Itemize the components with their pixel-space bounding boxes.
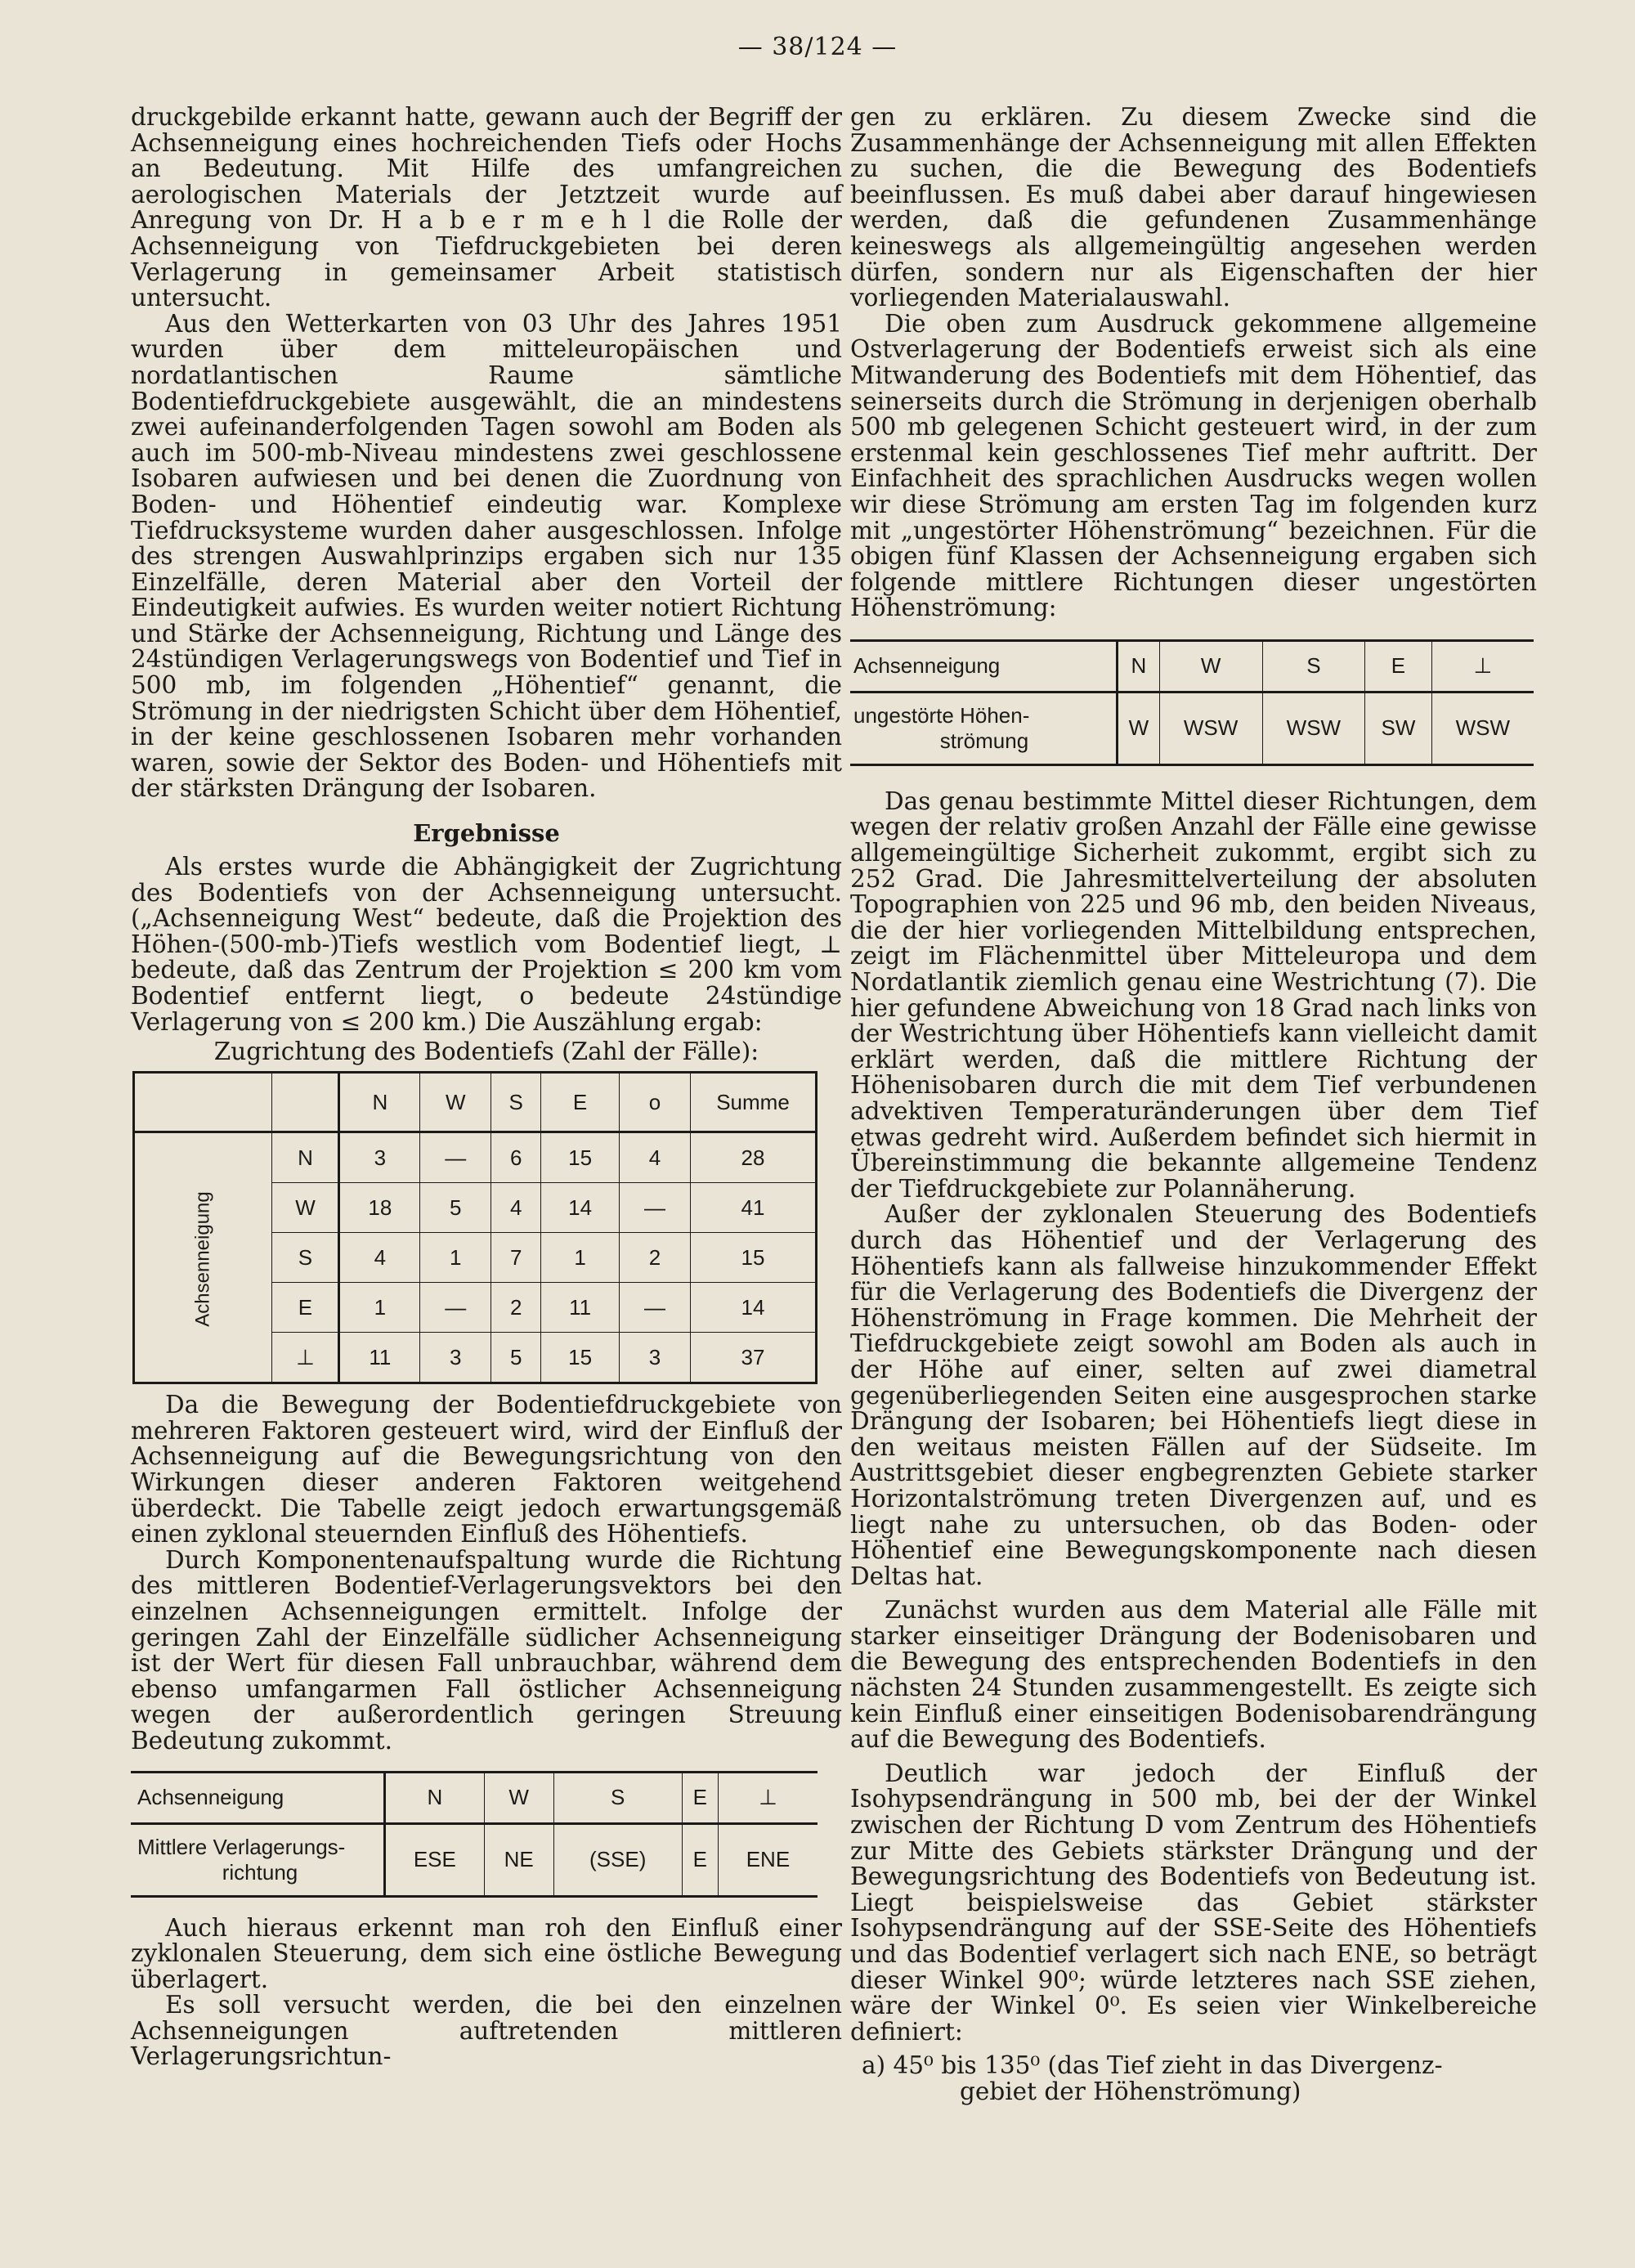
column-header: ⊥ xyxy=(1431,640,1534,692)
table-row xyxy=(850,692,1534,764)
table-cell: 15 xyxy=(541,1132,620,1183)
paragraph: gen zu erklären. Zu diesem Zwecke sind die Zusammenhänge der Achsenneigung mit allen Effekten zu suchen, die die Bewegung des Bodentiefs beeinflussen. Es muß dabei aber darauf hingewiesen werden, daß die gefundenen Zusammenhänge keineswegs als allgemeingültig angesehen werden dürfen, sondern nur als Eigenschaften der hier vorliegenden Materialauswahl. xyxy=(850,103,1537,312)
paragraph: Aus den Wetterkarten von 03 Uhr des Jahres 1951 wurden über dem mitteleuropäischen und nordatlantischen Raume sämtliche Bodentiefdruckgebiete ausgewählt, die an mindestens zwei aufeinanderfolgenden Tagen sowohl am Boden als auch im 500-mb-Niveau mindestens zwei geschlossene Isobaren aufwiesen und bei denen die Zuordnung von Boden- und Höhentief eindeutig war. Komplexe Tiefdrucksysteme wurden daher ausgeschlossen. Infolge des strengen Auswahlprinzips ergaben sich nur 135 Einzelfälle, deren Material aber den Vorteil der Eindeutigkeit aufwies. Es wurden weiter notiert Richtung und Stärke der Achsenneigung, Richtung und Länge des 24stündigen Verlagerungswegs von Bodentief und Tief in 500 mb, im folgenden „Höhentief“ genannt, die Strömung in der niedrigsten Schicht über dem Höhentief, in der keine geschlossenen Isobaren mehr vorhanden waren, sowie der Sektor des Boden- und Höhentiefs mit der stärksten Drängung der Isobaren. xyxy=(131,309,842,803)
column-header: o xyxy=(619,1073,690,1132)
column-header: ⊥ xyxy=(718,1772,818,1823)
paragraph: Da die Bewegung der Bodentiefdruckgebiete von mehreren Faktoren gesteuert wird, wird der Einfluß der Achsenneigung auf die Bewegungsrichtung von den Wirkungen dieser anderen Faktoren weitgehend überdeckt. Die Tabelle zeigt jedoch erwartungsgemäß einen zyklonal steuernden Einfluß des Höhentiefs. xyxy=(131,1391,842,1549)
section-heading: Ergebnisse xyxy=(413,819,560,848)
table-cell: — xyxy=(619,1283,690,1333)
row-header: S xyxy=(272,1233,339,1283)
table-cell: 11 xyxy=(541,1283,620,1333)
column-header: E xyxy=(1365,640,1431,692)
table-cell: 14 xyxy=(541,1183,620,1233)
table-header-row xyxy=(850,640,1534,692)
verlagerungsrichtung-table xyxy=(131,1771,818,1898)
table-cell: 1 xyxy=(541,1233,620,1283)
row-header xyxy=(131,1823,385,1896)
table-cell: 37 xyxy=(691,1333,817,1383)
side-label: Achsenneigung xyxy=(191,1190,214,1327)
column-header: N xyxy=(1118,640,1160,692)
table-cell: 2 xyxy=(619,1233,690,1283)
list-item-line: a) 45⁰ bis 135⁰ (das Tief zieht in das Divergenz- xyxy=(862,2051,1443,2080)
row-header: N xyxy=(272,1132,339,1183)
table-row xyxy=(131,1823,818,1896)
right-column xyxy=(850,105,1537,2105)
column-header: Summe xyxy=(691,1073,817,1132)
table-cell: 4 xyxy=(339,1233,420,1283)
paragraph: druckgebilde erkannt hatte, gewann auch der Begriff der Achsenneigung eines hochreichenden Tiefs oder Hochs an Bedeutung. Mit Hilfe des umfangreichen aerologischen Materials der Jetztzeit wurde auf Anregung von Dr. H a b e r m e h l die Rolle der Achsenneigung von Tiefdruckgebieten bei deren Verlagerung in gemeinsamer Arbeit statistisch untersucht. xyxy=(131,103,842,312)
column-header: N xyxy=(339,1073,420,1132)
table-cell: 3 xyxy=(420,1333,491,1383)
paragraph: Auch hieraus erkennt man roh den Einfluß einer zyklonalen Steuerung, dem sich eine östliche Bewegung überlagert. xyxy=(131,1913,842,1993)
table-cell: — xyxy=(420,1283,491,1333)
row-header: Achsenneigung xyxy=(131,1772,385,1823)
column-header: N xyxy=(385,1772,485,1823)
table-row xyxy=(134,1132,817,1183)
row-header-line: Mittlere Verlagerungs- xyxy=(137,1834,346,1859)
column-header: W xyxy=(420,1073,491,1132)
column-header: S xyxy=(1262,640,1365,692)
table-cell: — xyxy=(420,1132,491,1183)
page-number: — 38/124 — xyxy=(737,33,898,61)
row-header: W xyxy=(272,1183,339,1233)
table-cell: 15 xyxy=(691,1233,817,1283)
column-header: S xyxy=(553,1772,682,1823)
column-header: E xyxy=(541,1073,620,1132)
table-cell: ENE xyxy=(718,1823,818,1896)
table-cell: 4 xyxy=(619,1132,690,1183)
table-cell: 4 xyxy=(491,1183,541,1233)
table-cell: 7 xyxy=(491,1233,541,1283)
table-cell: 6 xyxy=(491,1132,541,1183)
paragraph: Die oben zum Ausdruck gekommene allgemeine Ostverlagerung der Bodentiefs erweist sich als eine Mitwanderung des Bodentiefs mit dem Höhentief, das seinerseits durch die Strömung in derjenigen oberhalb 500 mb gelegenen Schicht gesteuert wird, in der zum erstenmal kein geschlossenes Tief mehr auftritt. Der Einfachheit des sprachlichen Ausdrucks wegen wollen wir diese Strömung am ersten Tag im folgenden kurz mit „ungestörter Höhenströmung“ bezeichnen. Für die obigen fünf Klassen der Achsenneigung ergaben sich folgende mittlere Richtungen dieser ungestörten Höhenströmung: xyxy=(850,309,1537,622)
row-header-line: strömung xyxy=(939,728,1029,753)
table-cell: 5 xyxy=(491,1333,541,1383)
table-cell: 18 xyxy=(339,1183,420,1233)
table-cell: WSW xyxy=(1159,692,1262,764)
table-cell: 28 xyxy=(691,1132,817,1183)
table-cell: 3 xyxy=(339,1132,420,1183)
column-header: W xyxy=(1159,640,1262,692)
row-header xyxy=(850,692,1118,764)
row-header-line: richtung xyxy=(222,1859,298,1885)
row-header: Achsenneigung xyxy=(850,640,1118,692)
table-cell: (SSE) xyxy=(553,1823,682,1896)
paragraph: Durch Komponentenaufspaltung wurde die Richtung des mittleren Bodentief-Verlagerungsvektors bei den einzelnen Achsenneigungen ermittelt. Infolge der geringen Zahl der Einzelfälle südlicher Achsenneigung ist der Wert für diesen Fall unbrauchbar, während dem ebenso umfangarmen Fall östlicher Achsenneigung wegen der außerordentlich geringen Streuung Bedeutung zukommt. xyxy=(131,1545,842,1755)
column-header: E xyxy=(682,1772,718,1823)
column-header: S xyxy=(491,1073,541,1132)
paragraph: Es soll versucht werden, die bei den einzelnen Achsenneigungen auftretenden mittleren Verlagerungsrichtun- xyxy=(131,1991,842,2071)
paragraph: Als erstes wurde die Abhängigkeit der Zugrichtung des Bodentiefs von der Achsenneigung untersucht. („Achsenneigung West“ bedeute, daß die Projektion des Höhen-(500-mb-)Tiefs westlich vom Bodentief liegt, ⊥ bedeute, daß das Zentrum der Projektion ≤ 200 km vom Bodentief entfernt liegt, o bedeute 24stündige Verlagerung von ≤ 200 km.) Die Auszählung ergab: xyxy=(131,853,842,1036)
table-cell: ESE xyxy=(385,1823,485,1896)
table-cell: E xyxy=(682,1823,718,1896)
table-caption: Zugrichtung des Bodentiefs (Zahl der Fälle): xyxy=(213,1038,759,1066)
table-cell: — xyxy=(619,1183,690,1233)
table-cell: NE xyxy=(484,1823,553,1896)
table-cell: 2 xyxy=(491,1283,541,1333)
table-header-row xyxy=(134,1073,817,1132)
paragraph: Zunächst wurden aus dem Material alle Fälle mit starker einseitiger Drängung der Bodenisobaren und die Bewegung des entsprechenden Bodentiefs in den nächsten 24 Stunden zusammengestellt. Es zeigte sich kein Einfluß einer einseitigen Bodenisobarendrängung auf die Bewegung des Bodentiefs. xyxy=(850,1596,1537,1754)
table-cell: 14 xyxy=(691,1283,817,1333)
table-cell: 5 xyxy=(420,1183,491,1233)
row-header: E xyxy=(272,1283,339,1333)
row-header-line: ungestörte Höhen- xyxy=(853,702,1030,728)
zugrichtung-table xyxy=(132,1071,818,1384)
hoehenstroemung-table xyxy=(850,639,1534,766)
paragraph: Deutlich war jedoch der Einfluß der Isohypsendrängung in 500 mb, bei der der Winkel zwischen der Richtung D vom Zentrum des Höhentiefs zur Mitte des Gebiets stärkster Drängung und der Bewegungsrichtung des Bodentiefs von Bedeutung ist. Liegt beispielsweise das Gebiet stärkster Isohypsendrängung auf der SSE-Seite des Höhentiefs und das Bodentief verlagert sich nach ENE, so beträgt dieser Winkel 90⁰; würde letzteres nach SSE ziehen, wäre der Winkel 0⁰. Es seien vier Winkelbereiche definiert: xyxy=(850,1759,1537,2046)
table-header-row xyxy=(131,1772,818,1823)
table-cell: W xyxy=(1118,692,1160,764)
table-cell: WSW xyxy=(1262,692,1365,764)
row-header: ⊥ xyxy=(272,1333,339,1383)
table-cell: 15 xyxy=(541,1333,620,1383)
left-column xyxy=(131,105,842,2070)
table-cell: SW xyxy=(1365,692,1431,764)
table-cell: 1 xyxy=(420,1233,491,1283)
paragraph: Das genau bestimmte Mittel dieser Richtungen, dem wegen der relativ großen Anzahl der Fälle eine gewisse allgemeingültige Sicherheit zukommt, ergibt sich zu 252 Grad. Die Jahresmittelverteilung der absoluten Topographien von 225 und 96 mb, den beiden Niveaus, die der hier vorliegenden Mittelbildung entsprechen, zeigt im Flächenmittel über Mitteleuropa und dem Nordatlantik ziemlich genau eine Westrichtung (7). Die hier gefundene Abweichung von 18 Grad nach links von der Westrichtung über Höhentiefs kann vielleicht damit erklärt werden, daß die mittlere Richtung der Höhenisobaren durch die mit dem Tief verbundenen advektiven Temperaturänderungen über dem Tief etwas gedreht wird. Außerdem befindet sich hiermit in Übereinstimmung die bekannte allgemeine Tendenz der Tiefdruckgebiete zur Polannäherung. xyxy=(850,787,1537,1203)
table-cell: 1 xyxy=(339,1283,420,1333)
table-cell: 3 xyxy=(619,1333,690,1383)
table-cell: WSW xyxy=(1431,692,1534,764)
table-cell: 41 xyxy=(691,1183,817,1233)
list-item-line: gebiet der Höhenströmung) xyxy=(960,2077,1301,2105)
table-cell: 11 xyxy=(339,1333,420,1383)
column-header: W xyxy=(484,1772,553,1823)
list-item xyxy=(850,2053,1537,2104)
paragraph: Außer der zyklonalen Steuerung des Bodentiefs durch das Höhentief und der Verlagerung des Höhentiefs kann als fallweise hinzukommender Effekt für die Verlagerung des Bodentiefs die Divergenz der Höhenströmung in Frage kommen. Die Mehrheit der Tiefdruckgebiete zeigt sowohl am Boden als auch in der Höhe auf einer, selten auf zwei diametral gegenüberliegenden Seiten eine ausgesprochen starke Drängung der Isobaren; bei Höhentiefs liegt diese in den weitaus meisten Fällen auf der Südseite. Im Austrittsgebiet dieser engbegrenzten Gebiete starker Horizontalströmung treten Divergenzen auf, und es liegt nahe zu untersuchen, ob das Boden- oder Höhentief eine Bewegungskomponente nach diesen Deltas hat. xyxy=(850,1200,1537,1590)
